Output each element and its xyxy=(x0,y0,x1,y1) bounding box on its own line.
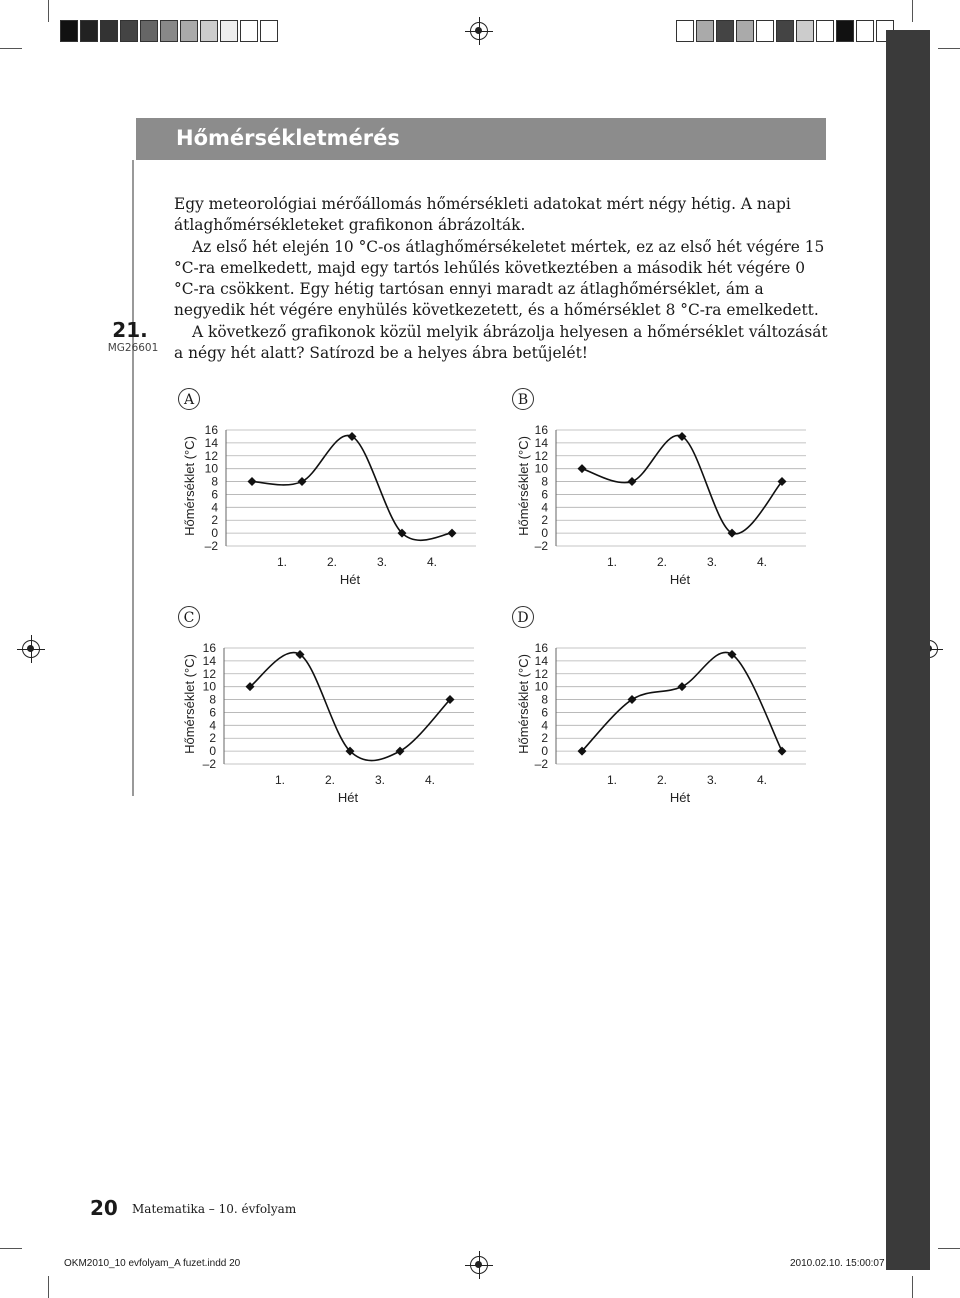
paragraph-task: A következő grafikonok közül melyik ábrázolja helyesen a hőmérséklet változását a négy hét alatt? Satírozd be a helyes ábra betűjelét! xyxy=(174,322,828,363)
x-tick-label: 1. xyxy=(606,555,618,569)
y-tick-label: 10 xyxy=(204,461,218,476)
x-tick-label: 1. xyxy=(606,773,618,787)
y-tick-label: 12 xyxy=(202,666,216,681)
x-tick-label: 1. xyxy=(274,773,286,787)
paragraph-intro: Egy meteorológiai mérőállomás hőmérsékleti adatokat mért négy hétig. A napi átlaghőmérsékleteket grafikonon ábrázolták. xyxy=(174,195,791,235)
x-tick-label: 3. xyxy=(706,555,718,569)
y-tick-label: 8 xyxy=(541,474,548,489)
x-tick-label: 2. xyxy=(656,555,668,569)
series-line xyxy=(582,652,782,751)
y-tick-label: 4 xyxy=(541,718,548,733)
chart-letter[interactable]: D xyxy=(512,606,534,628)
y-tick-label: 2 xyxy=(211,513,218,528)
x-tick-label: 4. xyxy=(424,773,436,787)
y-tick-label: 16 xyxy=(202,641,216,655)
y-tick-label: 0 xyxy=(541,744,548,759)
y-tick-label: 14 xyxy=(534,435,548,450)
y-tick-label: –2 xyxy=(202,757,216,771)
x-axis-label: Hét xyxy=(337,790,359,805)
x-axis-label: Hét xyxy=(339,572,361,587)
y-tick-label: 6 xyxy=(541,487,548,502)
x-tick-label: 3. xyxy=(376,555,388,569)
question-code: MG26601 xyxy=(107,342,159,354)
question-number: 21. xyxy=(112,318,148,342)
y-tick-label: 16 xyxy=(534,423,548,437)
y-tick-label: 16 xyxy=(204,423,218,437)
data-point xyxy=(778,747,787,756)
y-tick-label: 6 xyxy=(209,705,216,720)
y-tick-label: 14 xyxy=(534,653,548,668)
footer-subject: Matematika – 10. évfolyam xyxy=(132,1202,297,1216)
x-tick-label: 2. xyxy=(324,773,336,787)
y-axis-label: Hőmérséklet (°C) xyxy=(182,654,197,754)
x-tick-label: 2. xyxy=(326,555,338,569)
chart-letter[interactable]: B xyxy=(512,388,534,410)
x-axis-label: Hét xyxy=(669,572,691,587)
x-tick-label: 2. xyxy=(656,773,668,787)
slug-date: 2010.02.10. 15:00:07 xyxy=(790,1258,885,1269)
x-tick-label: 1. xyxy=(276,555,288,569)
slug-file: OKM2010_10 evfolyam_A fuzet.indd 20 xyxy=(64,1258,241,1269)
y-tick-label: 14 xyxy=(204,435,218,450)
y-tick-label: 4 xyxy=(209,718,216,733)
y-tick-label: 4 xyxy=(541,500,548,515)
y-axis-label: Hőmérséklet (°C) xyxy=(516,436,531,536)
y-tick-label: 10 xyxy=(534,461,548,476)
y-tick-label: 8 xyxy=(209,692,216,707)
y-tick-label: 0 xyxy=(211,526,218,541)
x-axis-label: Hét xyxy=(669,790,691,805)
y-tick-label: 4 xyxy=(211,500,218,515)
y-tick-label: 12 xyxy=(204,448,218,463)
y-tick-label: 2 xyxy=(541,513,548,528)
y-tick-label: 8 xyxy=(211,474,218,489)
x-tick-label: 4. xyxy=(426,555,438,569)
data-point xyxy=(678,682,687,691)
y-tick-label: 0 xyxy=(209,744,216,759)
y-tick-label: 6 xyxy=(211,487,218,502)
y-tick-label: 8 xyxy=(541,692,548,707)
y-axis-label: Hőmérséklet (°C) xyxy=(182,436,197,536)
y-tick-label: 2 xyxy=(541,731,548,746)
x-tick-label: 3. xyxy=(706,773,718,787)
y-tick-label: 14 xyxy=(202,653,216,668)
y-tick-label: 6 xyxy=(541,705,548,720)
y-tick-label: 10 xyxy=(534,679,548,694)
x-tick-label: 3. xyxy=(374,773,386,787)
paragraph-description: Az első hét elején 10 °C-os átlaghőmérsékeletet mértek, ez az első hét végére 15 °C-ra emelkedett, majd egy tartós lehűlés következtében a második hét végére 0 °C-ra csökkent. Egy hétig tartósan ennyi maradt az átlaghőmérséklet, ám a negyedik hét végére enyhülés következetett, és a hőmérséklet 8 °C-ra emelkedett. xyxy=(174,237,825,320)
y-tick-label: –2 xyxy=(534,539,548,553)
y-tick-label: 16 xyxy=(534,641,548,655)
y-tick-label: 10 xyxy=(202,679,216,694)
y-tick-label: 12 xyxy=(534,448,548,463)
chart-letter[interactable]: A xyxy=(178,388,200,410)
y-tick-label: 12 xyxy=(534,666,548,681)
x-tick-label: 4. xyxy=(756,773,768,787)
page-number: 20 xyxy=(90,1196,118,1220)
page-title: Hőmérsékletmérés xyxy=(176,126,400,150)
chart-letter[interactable]: C xyxy=(178,606,200,628)
y-axis-label: Hőmérséklet (°C) xyxy=(516,654,531,754)
y-tick-label: –2 xyxy=(534,757,548,771)
y-tick-label: –2 xyxy=(204,539,218,553)
y-tick-label: 0 xyxy=(541,526,548,541)
y-tick-label: 2 xyxy=(209,731,216,746)
x-tick-label: 4. xyxy=(756,555,768,569)
